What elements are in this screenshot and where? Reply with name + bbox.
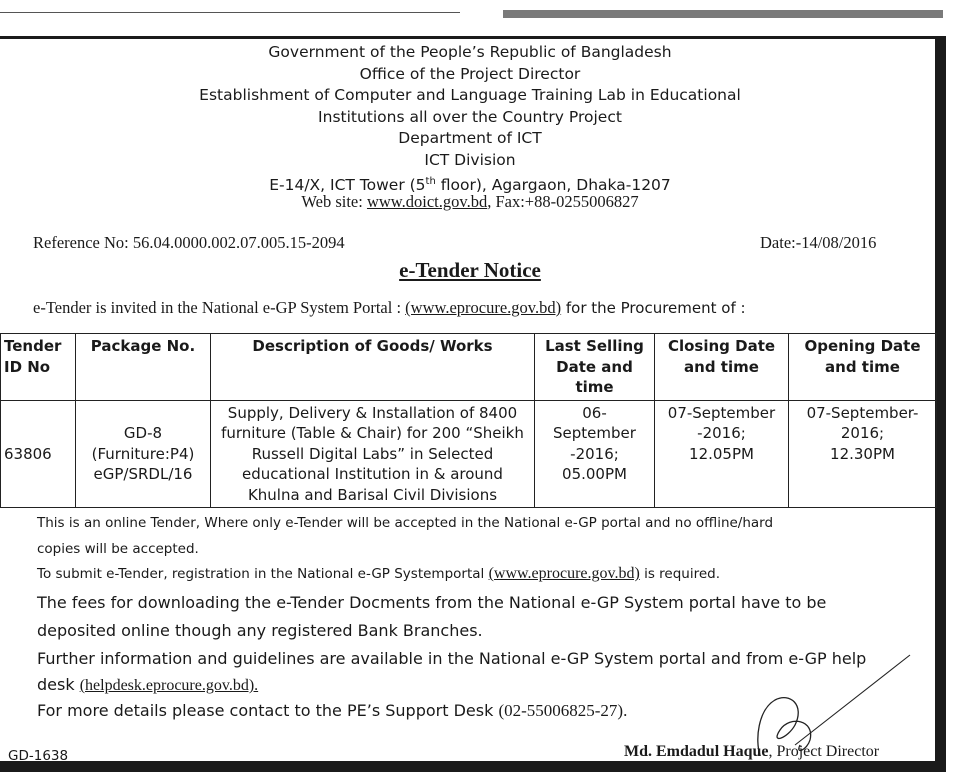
invitation-text: e-Tender is invited in the National e-GP System Portal : (www.eprocure.gov.bd) for the Procurement of :	[33, 298, 746, 317]
reference-number: Reference No: 56.04.0000.002.07.005.15-2094	[33, 233, 345, 252]
col-package: Package No.	[76, 334, 211, 401]
cell-last-selling: 06- September -2016; 05.00PM	[535, 400, 655, 508]
signer-title: , Project Director	[768, 743, 880, 760]
note-fees-line1: The fees for downloading the e-Tender Docments from the National e-GP System portal have to be	[37, 593, 827, 612]
note-online-tender-line1: This is an online Tender, Where only e-Tender will be accepted in the National e-GP portal and no offline/hard	[37, 515, 774, 531]
notice-date: Date:-14/08/2016	[760, 233, 877, 252]
col-closing: Closing Date and time	[655, 334, 789, 401]
header-division: ICT Division	[424, 150, 516, 169]
tender-table	[0, 333, 937, 508]
table-header-row	[1, 334, 937, 401]
note-online-tender-line2: copies will be accepted.	[37, 541, 199, 557]
eprocure-link[interactable]: (www.eprocure.gov.bd)	[405, 298, 562, 317]
note-contact: For more details please contact to the PE’s Support Desk (02-55006825-27).	[37, 701, 628, 720]
document-code: GD-1638	[8, 748, 69, 764]
note-registration: To submit e-Tender, registration in the National e-GP Systemportal (www.eprocure.gov.bd) is required.	[37, 565, 721, 582]
header-project-line2: Institutions all over the Country Project	[318, 107, 622, 126]
cell-opening: 07-September- 2016; 12.30PM	[789, 400, 937, 508]
header-department: Department of ICT	[398, 129, 542, 147]
registration-link[interactable]: (www.eprocure.gov.bd)	[488, 565, 640, 582]
cell-description: Supply, Delivery & Installation of 8400 furniture (Table & Chair) for 200 “Sheikh Russell Digital Labs” in Selected educational Institution in & around Khulna and Barisal Civil Divisions	[211, 400, 535, 508]
header-project-line1: Establishment of Computer and Language Training Lab in Educational	[199, 86, 741, 104]
col-last-selling: Last Selling Date and time	[535, 334, 655, 401]
note-info-line1: Further information and guidelines are available in the National e-GP System portal and from e-GP help	[37, 649, 867, 668]
note-info-line2: desk (helpdesk.eprocure.gov.bd).	[37, 675, 259, 694]
header-office: Office of the Project Director	[359, 64, 581, 83]
notice-title: e-Tender Notice	[399, 258, 541, 282]
cell-package: GD-8 (Furniture:P4) eGP/SRDL/16	[76, 400, 211, 508]
cell-tender-id: 63806	[1, 400, 76, 508]
header-website-line: Web site: www.doict.gov.bd, Fax:+88-0255006827	[301, 192, 639, 211]
col-description: Description of Goods/ Works	[211, 334, 535, 401]
note-fees-line2: deposited online though any registered Bank Branches.	[37, 621, 483, 640]
top-rule-right	[503, 10, 943, 18]
helpdesk-link[interactable]: (helpdesk.eprocure.gov.bd).	[79, 677, 259, 694]
table-row	[1, 400, 937, 508]
signer-name: Md. Emdadul Haque	[624, 743, 769, 760]
website-link[interactable]: www.doict.gov.bd	[366, 192, 488, 211]
header-address: E-14/X, ICT Tower (5th floor), Agargaon, Dhaka-1207	[269, 176, 671, 195]
top-rule-left	[0, 12, 460, 13]
col-tender-id: Tender ID No	[1, 334, 76, 401]
signature-block	[624, 743, 879, 761]
header-government: Government of the People’s Republic of Bangladesh	[268, 43, 672, 61]
col-opening: Opening Date and time	[789, 334, 937, 401]
cell-closing: 07-September -2016; 12.05PM	[655, 400, 789, 508]
